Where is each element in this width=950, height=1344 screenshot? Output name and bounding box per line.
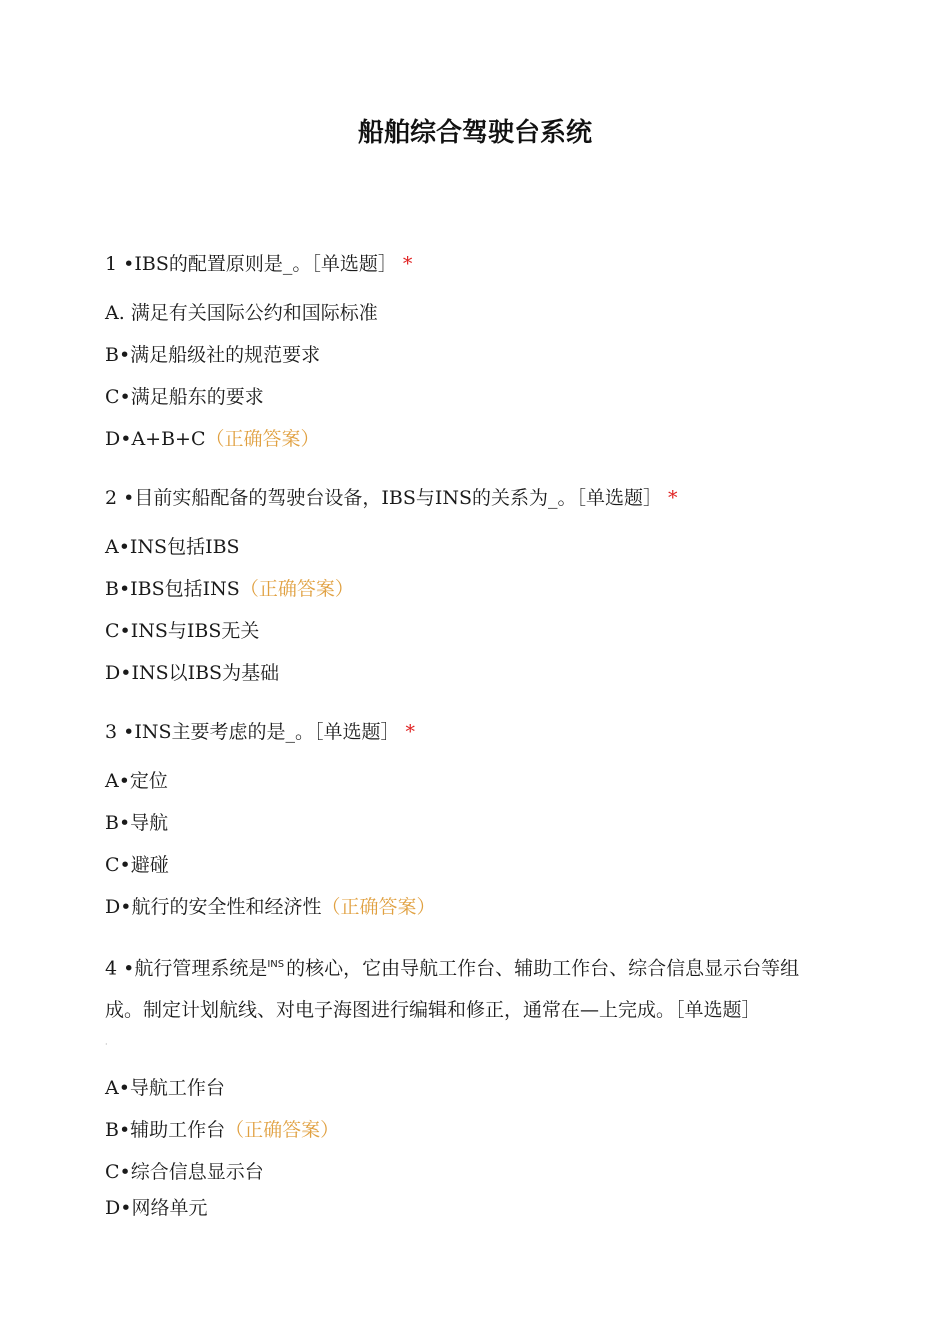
question-number: 4	[105, 957, 118, 980]
option-2d[interactable]	[105, 660, 279, 686]
question-text: •INS主要考虑的是_。［单选题］	[123, 721, 400, 743]
question-text-part1: •航行管理系统是	[123, 957, 268, 980]
question-4	[105, 944, 835, 1031]
option-text: C•INS与IBS无关	[105, 620, 260, 642]
option-text: D•INS以IBS为基础	[105, 662, 280, 684]
option-text: C•综合信息显示台	[105, 1161, 264, 1183]
correct-answer-tag: （正确答案）	[321, 896, 436, 918]
question-text: •目前实船配备的驾驶台设备，IBS与INS的关系为_。［单选题］	[123, 487, 662, 509]
option-text: A•导航工作台	[105, 1077, 225, 1099]
question-number: 2	[105, 487, 118, 509]
required-star: *	[405, 721, 416, 743]
option-3b[interactable]	[105, 810, 168, 836]
trailing-mark: ·	[105, 1040, 108, 1049]
correct-answer-tag: （正确答案）	[239, 578, 354, 600]
option-1a[interactable]	[105, 300, 378, 326]
option-1c[interactable]	[105, 384, 264, 410]
option-4c[interactable]	[105, 1159, 264, 1185]
question-text-part2: 的核心，它由导航工作台、辅助工作台、综合信息显示台等组成。制定计划航线、对电子海图进行编辑和修正，通常在—上完成。［单选题］	[105, 957, 800, 1022]
option-4b[interactable]	[105, 1117, 339, 1143]
option-1d[interactable]	[105, 426, 320, 452]
option-2c[interactable]	[105, 618, 259, 644]
option-text: C•满足船东的要求	[105, 386, 264, 408]
option-2b[interactable]	[105, 576, 354, 602]
option-4a[interactable]	[105, 1075, 225, 1101]
option-3c[interactable]	[105, 852, 169, 878]
question-2	[105, 485, 678, 511]
question-number: 1	[105, 253, 118, 275]
option-text: A•定位	[105, 770, 168, 792]
question-text: •IBS的配置原则是_。［单选题］	[123, 253, 397, 275]
required-star: *	[668, 487, 678, 509]
option-text: B•IBS包括INS	[105, 578, 240, 600]
required-star: *	[402, 253, 413, 275]
option-4d[interactable]	[105, 1195, 207, 1221]
option-text: D•网络单元	[105, 1197, 208, 1219]
option-text: B•导航	[105, 812, 169, 834]
option-text: B•辅助工作台	[105, 1119, 226, 1141]
option-3a[interactable]	[105, 768, 168, 794]
option-text: D•航行的安全性和经济性	[105, 896, 322, 918]
question-number: 3	[105, 721, 118, 743]
option-2a[interactable]	[105, 534, 240, 560]
option-1b[interactable]	[105, 342, 320, 368]
option-text: C•避碰	[105, 854, 169, 876]
correct-answer-tag: （正确答案）	[205, 428, 320, 450]
question-1	[105, 251, 412, 277]
option-text: A. 满足有关国际公约和国际标准	[105, 302, 378, 324]
option-text: D•A+B+C	[105, 428, 206, 450]
option-text: B•满足船级社的规范要求	[105, 344, 321, 366]
question-3	[105, 719, 415, 745]
option-3d[interactable]	[105, 894, 435, 920]
option-text: A•INS包括IBS	[105, 536, 240, 558]
question-superscript: INS	[267, 959, 285, 970]
page-title: 船舶综合驾驶台系统	[357, 118, 592, 148]
correct-answer-tag: （正确答案）	[225, 1119, 340, 1141]
